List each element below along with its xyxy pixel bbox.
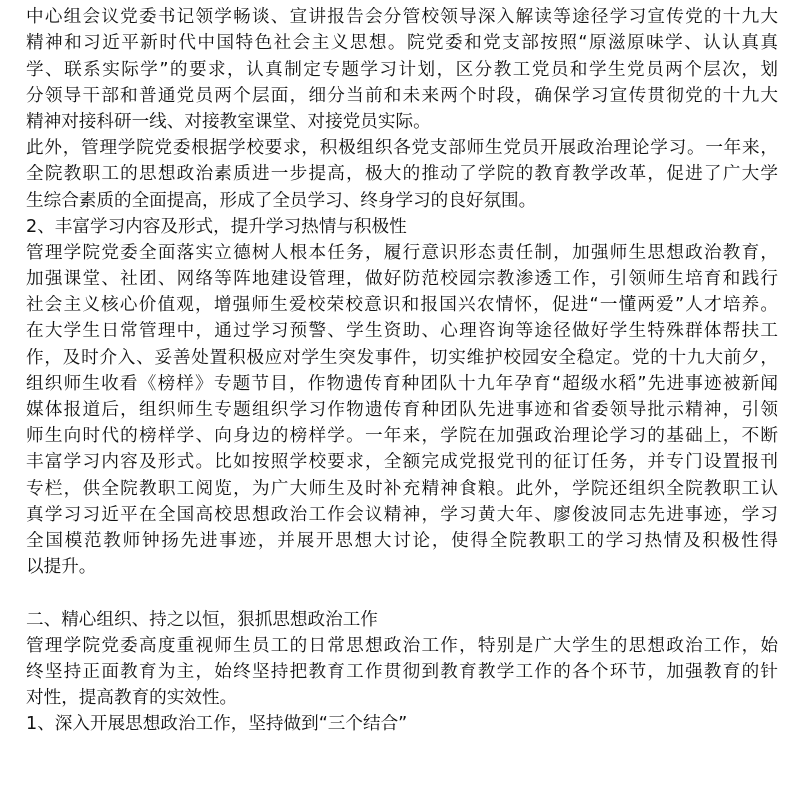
text-line: 生综合素质的全面提高，形成了全员学习、终身学习的良好氛围。 bbox=[26, 190, 537, 211]
text-line: 对性，提高教育的实效性。 bbox=[26, 688, 238, 709]
text-line: 组织师生收看《榜样》专题节目，作物遗传育种团队十九年孕育“超级水稻”先进事迹被新闻 bbox=[26, 373, 778, 394]
text-line: 此外，管理学院党委根据学校要求，积极组织各党支部师生党员开展政治理论学习。一年来， bbox=[26, 138, 778, 159]
text-line: 丰富学习内容及形式。比如按照学校要求，全额完成党报党刊的征订任务，并专门设置报刊 bbox=[26, 452, 778, 473]
text-line: 1、深入开展思想政治工作，坚持做到“三个结合” bbox=[26, 714, 408, 735]
text-line: 师生向时代的榜样学、向身边的榜样学。一年来，学院在加强政治理论学习的基础上，不断 bbox=[26, 426, 778, 447]
text-line: 专栏，供全院教职工阅览，为广大师生及时补充精神食粮。此外，学院还组织全院教职工认 bbox=[26, 478, 778, 499]
text-line: 精神对接科研一线、对接教室课堂、对接党员实际。 bbox=[26, 111, 431, 132]
text-line: 加强课堂、社团、网络等阵地建设管理，做好防范校园宗教渗透工作，引领师生培育和践行 bbox=[26, 269, 778, 290]
text-line: 作，及时介入、妥善处置积极应对学生突发事件，切实维护校园安全稳定。党的十九大前夕， bbox=[26, 347, 778, 368]
text-line: 全院教职工的思想政治素质进一步提高，极大的推动了学院的教育教学改革，促进了广大学 bbox=[26, 164, 778, 185]
text-line: 以提升。 bbox=[26, 557, 97, 578]
text-line: 2、丰富学习内容及形式，提升学习热情与积极性 bbox=[26, 216, 407, 237]
text-line: 管理学院党委高度重视师生员工的日常思想政治工作，特别是广大学生的思想政治工作，始 bbox=[26, 635, 778, 656]
text-line: 分领导干部和普通党员两个层面，细分当前和未来两个时段，确保学习宣传贯彻党的十九大 bbox=[26, 85, 778, 106]
text-line: 媒体报道后，组织师生专题组织学习作物遗传育种团队先进事迹和省委领导批示精神，引领 bbox=[26, 400, 778, 420]
text-line: 精神和习近平新时代中国特色社会主义思想。院党委和党支部按照“原滋原味学、认认真真 bbox=[26, 33, 778, 54]
text-line: 终坚持正面教育为主，始终坚持把教育工作贯彻到教育教学工作的各个环节，加强教育的针 bbox=[26, 661, 778, 682]
text-line: 中心组会议党委书记领学畅谈、宣讲报告会分管校领导深入解读等途径学习宣传党的十九大 bbox=[26, 7, 778, 28]
text-line: 管理学院党委全面落实立德树人根本任务，履行意识形态责任制，加强师生思想政治教育， bbox=[26, 242, 778, 263]
text-line: 学、联系实际学”的要求，认真制定专题学习计划，区分教工党员和学生党员两个层次，划 bbox=[26, 59, 778, 80]
text-line: 二、精心组织、持之以恒，狠抓思想政治工作 bbox=[26, 609, 378, 630]
paragraph-spacer bbox=[26, 580, 778, 606]
text-line: 社会主义核心价值观，增强师生爱校荣校意识和报国兴农情怀，促进“一懂两爱”人才培养。 bbox=[26, 295, 778, 316]
text-line: 全国模范教师钟扬先进事迹，并展开思想大讨论，使得全院教职工的学习热情及积极性得 bbox=[26, 530, 778, 551]
text-line: 在大学生日常管理中，通过学习预警、学生资助、心理咨询等途径做好学生特殊群体帮扶工 bbox=[26, 321, 778, 342]
text-line: 真学习习近平在全国高校思想政治工作会议精神，学习黄大年、廖俊波同志先进事迹，学习 bbox=[26, 504, 778, 525]
